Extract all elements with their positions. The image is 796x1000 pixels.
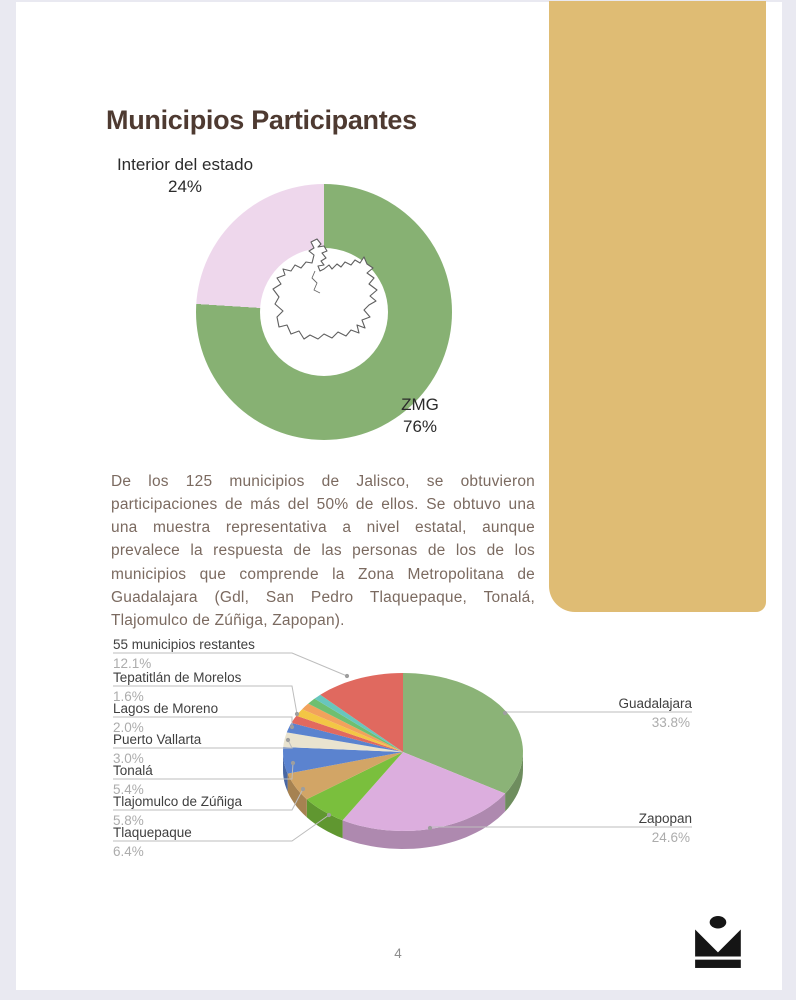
gold-decorative-panel	[549, 1, 766, 612]
pie-label-pct: 24.6%	[651, 830, 690, 845]
pie-label-name: Puerto Vallarta	[113, 732, 202, 747]
pie-label-pct: 12.1%	[113, 656, 152, 671]
leader-dot	[301, 787, 305, 791]
pie3d-chart	[0, 618, 796, 870]
pie-label-pct: 6.4%	[113, 844, 144, 859]
donut-label-zmg-name: ZMG	[401, 395, 439, 414]
pie-label-pct: 3.0%	[113, 751, 144, 766]
leader-dot	[327, 813, 331, 817]
pie-label-pct: 2.0%	[113, 720, 144, 735]
description-paragraph: De los 125 municipios de Jalisco, se obtuvieron participaciones de más del 50% de ellos. Se obtuvo una una muestra representativa a nivel estatal, aunque prevalece la respuesta de las personas de los de los municipios que comprende la Zona Metropolitana de Guadalajara (Gdl, San Pedro Tlaquepaque, Tonalá, Tlajomulco de Zúñiga, Zapopan).	[111, 472, 535, 630]
donut-label-interior-name: Interior del estado	[116, 155, 254, 174]
pie-label-pct: 5.4%	[113, 782, 144, 797]
pie-label-name: Tonalá	[113, 763, 153, 778]
donut-label-zmg	[385, 394, 455, 438]
leader-dot	[345, 674, 349, 678]
pie-label-name: Zapopan	[638, 811, 692, 826]
pie-label-name: Guadalajara	[618, 696, 692, 711]
pie-label-name: Tepatitlán de Morelos	[113, 670, 242, 685]
leader-dot	[290, 725, 294, 729]
pie-label-name: Lagos de Moreno	[113, 701, 219, 716]
pie-label-name: Tlaquepaque	[113, 825, 192, 840]
leader-dot	[291, 761, 295, 765]
leader-dot	[286, 738, 290, 742]
page-title: Municipios Participantes	[106, 105, 417, 136]
brand-crown-m-logo-icon	[694, 915, 744, 969]
pie-label-name: 55 municipios restantes	[113, 637, 255, 652]
leader-dot	[503, 711, 507, 715]
donut-label-zmg-pct: 76%	[402, 417, 438, 436]
pie-label-pct: 33.8%	[651, 715, 690, 730]
leader-dot	[295, 712, 299, 716]
page-number: 4	[394, 946, 402, 961]
donut-label-interior	[100, 154, 270, 198]
pie-label-name: Tlajomulco de Zúñiga	[113, 794, 243, 809]
donut-label-interior-pct: 24%	[167, 177, 203, 196]
pie-label-pct: 1.6%	[113, 689, 144, 704]
jalisco-map-outline-icon	[266, 238, 396, 360]
pie-label-pct: 5.8%	[113, 813, 144, 828]
leader-dot	[428, 826, 432, 830]
